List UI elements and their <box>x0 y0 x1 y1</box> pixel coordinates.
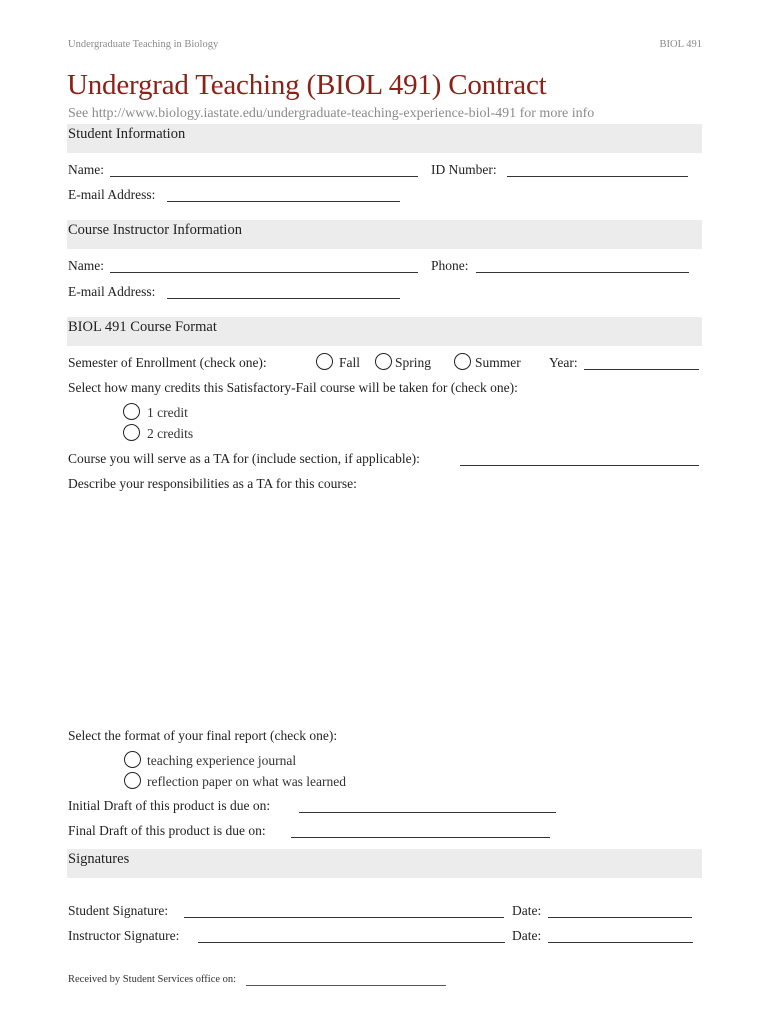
instructor-phone-field[interactable] <box>476 272 689 273</box>
instructor-section-heading: Course Instructor Information <box>68 222 242 238</box>
student-id-field[interactable] <box>507 176 688 177</box>
radio-summer[interactable] <box>454 353 471 370</box>
two-credits-option-label: 2 credits <box>147 426 194 441</box>
radio-teaching-journal[interactable] <box>124 751 141 768</box>
initial-draft-field[interactable] <box>299 812 556 813</box>
running-header-right: BIOL 491 <box>659 39 702 50</box>
initial-draft-label: Initial Draft of this product is due on: <box>68 798 271 813</box>
student-section-heading: Student Information <box>68 126 186 142</box>
credits-label: Select how many credits this Satisfactory-Fail course will be taken for (check one): <box>68 380 518 395</box>
radio-spring[interactable] <box>375 353 392 370</box>
running-header-left: Undergraduate Teaching in Biology <box>68 39 219 50</box>
spring-option-label: Spring <box>395 355 432 370</box>
final-draft-field[interactable] <box>291 837 550 838</box>
semester-label: Semester of Enrollment (check one): <box>68 355 267 370</box>
student-signature-label: Student Signature: <box>68 903 169 918</box>
signatures-section-band <box>67 849 702 878</box>
ta-course-label: Course you will serve as a TA for (include section, if applicable): <box>68 451 420 466</box>
info-url-note: See http://www.biology.iastate.edu/undergraduate-teaching-experience-biol-491 for more info <box>68 106 595 121</box>
year-field[interactable] <box>584 369 699 370</box>
one-credit-option-label: 1 credit <box>147 405 188 420</box>
student-email-field[interactable] <box>167 201 400 202</box>
report-format-label: Select the format of your final report (check one): <box>68 728 338 743</box>
format-section-heading: BIOL 491 Course Format <box>68 319 217 335</box>
instructor-email-field[interactable] <box>167 298 400 299</box>
reflection-paper-option-label: reflection paper on what was learned <box>147 774 347 789</box>
instructor-date-label: Date: <box>512 928 542 943</box>
student-id-label: ID Number: <box>431 162 497 177</box>
instructor-email-label: E-mail Address: <box>68 284 156 299</box>
radio-1-credit[interactable] <box>123 403 140 420</box>
ta-course-field[interactable] <box>460 465 699 466</box>
instructor-phone-label: Phone: <box>431 258 469 273</box>
student-date-field[interactable] <box>548 917 692 918</box>
signatures-section-heading: Signatures <box>68 851 130 867</box>
student-signature-field[interactable] <box>184 917 504 918</box>
instructor-name-label: Name: <box>68 258 104 273</box>
page-title: Undergrad Teaching (BIOL 491) Contract <box>67 69 547 101</box>
instructor-signature-label: Instructor Signature: <box>68 928 180 943</box>
teaching-journal-option-label: teaching experience journal <box>147 753 297 768</box>
instructor-name-field[interactable] <box>110 272 418 273</box>
responsibilities-label: Describe your responsibilities as a TA for this course: <box>68 476 357 491</box>
student-name-field[interactable] <box>110 176 418 177</box>
received-label: Received by Student Services office on: <box>68 974 237 985</box>
received-date-field[interactable] <box>246 985 446 986</box>
responsibilities-area[interactable] <box>68 496 699 721</box>
instructor-date-field[interactable] <box>548 942 693 943</box>
fall-option-label: Fall <box>339 355 361 370</box>
student-name-label: Name: <box>68 162 104 177</box>
student-date-label: Date: <box>512 903 542 918</box>
final-draft-label: Final Draft of this product is due on: <box>68 823 266 838</box>
summer-option-label: Summer <box>475 355 521 370</box>
year-label: Year: <box>549 355 578 370</box>
radio-2-credits[interactable] <box>123 424 140 441</box>
instructor-signature-field[interactable] <box>198 942 505 943</box>
radio-reflection-paper[interactable] <box>124 772 141 789</box>
student-email-label: E-mail Address: <box>68 187 156 202</box>
radio-fall[interactable] <box>316 353 333 370</box>
